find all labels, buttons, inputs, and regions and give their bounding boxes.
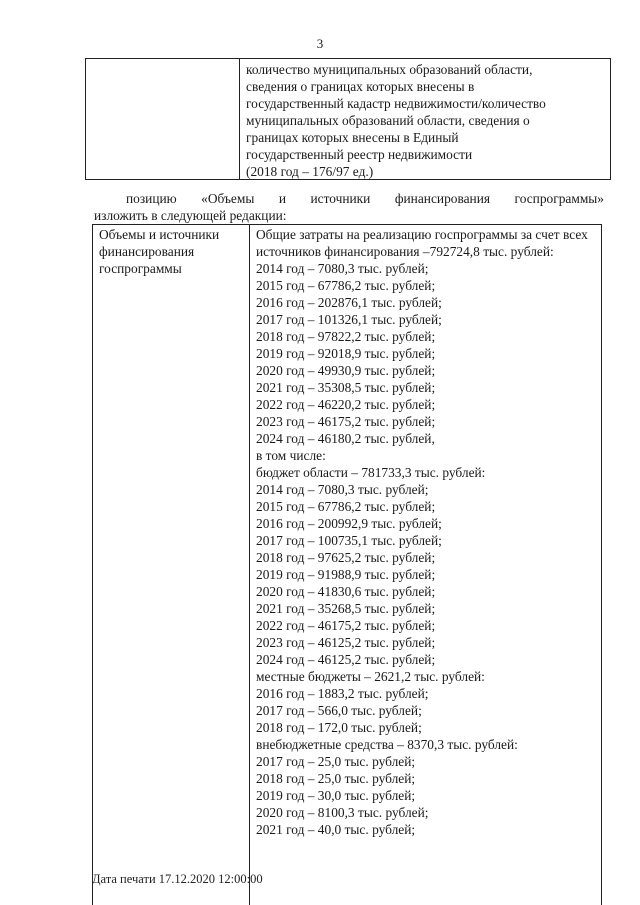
table-column-divider: [239, 59, 240, 179]
financing-value-line: внебюджетные средства – 8370,3 тыс. рублей:: [256, 737, 518, 752]
top-cell-text: [246, 61, 606, 180]
top-cell-line: государственный реестр недвижимости: [246, 147, 473, 162]
financing-label-cell: Объемы и источники финансирования госпрограммы: [99, 227, 220, 276]
financing-values-cell: [256, 226, 601, 838]
financing-value-line: 2019 год – 92018,9 тыс. рублей;: [256, 346, 436, 361]
financing-value-line: бюджет области – 781733,3 тыс. рублей:: [256, 465, 486, 480]
financing-value-line: 2017 год – 566,0 тыс. рублей;: [256, 703, 422, 718]
financing-value-line: местные бюджеты – 2621,2 тыс. рублей:: [256, 669, 485, 684]
financing-value-line: 2018 год – 172,0 тыс. рублей;: [256, 720, 422, 735]
intro-paragraph-line: позицию «Объемы и источники финансирования госпрограммы»: [126, 191, 604, 206]
top-cell-line: муниципальных образований области, сведения о: [246, 113, 530, 128]
top-table-fragment: [85, 58, 611, 180]
top-cell-line: сведения о границах которых внесены в: [246, 79, 475, 94]
top-cell-line: границах которых внесены в Единый: [246, 130, 459, 145]
financing-value-line: 2018 год – 25,0 тыс. рублей;: [256, 771, 416, 786]
financing-value-line: в том числе:: [256, 448, 326, 463]
financing-value-line: 2016 год – 1883,2 тыс. рублей;: [256, 686, 429, 701]
financing-value-line: 2022 год – 46175,2 тыс. рублей;: [256, 618, 436, 633]
financing-value-line: Общие затраты на реализацию госпрограммы за счет всех: [256, 227, 588, 242]
financing-value-line: 2014 год – 7080,3 тыс. рублей;: [256, 482, 429, 497]
financing-value-line: 2016 год – 202876,1 тыс. рублей;: [256, 295, 442, 310]
financing-value-line: 2015 год – 67786,2 тыс. рублей;: [256, 499, 436, 514]
financing-value-line: 2016 год – 200992,9 тыс. рублей;: [256, 516, 442, 531]
financing-value-line: 2019 год – 91988,9 тыс. рублей;: [256, 567, 436, 582]
print-date: Дата печати 17.12.2020 12:00:00: [92, 872, 263, 886]
table-column-divider: [249, 225, 250, 905]
financing-value-line: 2017 год – 100735,1 тыс. рублей;: [256, 533, 442, 548]
financing-value-line: 2020 год – 8100,3 тыс. рублей;: [256, 805, 429, 820]
financing-value-line: 2020 год – 41830,6 тыс. рублей;: [256, 584, 436, 599]
page-number: 3: [316, 36, 324, 51]
financing-value-line: 2019 год – 30,0 тыс. рублей;: [256, 788, 416, 803]
financing-value-line: 2018 год – 97625,2 тыс. рублей;: [256, 550, 436, 565]
financing-value-line: 2024 год – 46180,2 тыс. рублей,: [256, 431, 435, 446]
financing-value-line: источников финансирования –792724,8 тыс. рублей:: [256, 244, 554, 259]
financing-value-line: 2021 год – 35308,5 тыс. рублей;: [256, 380, 436, 395]
financing-value-line: 2018 год – 97822,2 тыс. рублей;: [256, 329, 436, 344]
financing-value-line: 2021 год – 35268,5 тыс. рублей;: [256, 601, 436, 616]
top-cell-line: государственный кадастр недвижимости/количество: [246, 96, 546, 111]
financing-value-line: 2022 год – 46220,2 тыс. рублей;: [256, 397, 436, 412]
financing-table: [92, 224, 602, 905]
intro-paragraph-line: изложить в следующей редакции:: [94, 208, 287, 223]
financing-value-line: 2017 год – 101326,1 тыс. рублей;: [256, 312, 442, 327]
top-cell-line: (2018 год – 176/97 ед.): [246, 164, 374, 179]
financing-value-line: 2014 год – 7080,3 тыс. рублей;: [256, 261, 429, 276]
financing-value-line: 2021 год – 40,0 тыс. рублей;: [256, 822, 416, 837]
financing-value-line: 2023 год – 46175,2 тыс. рублей;: [256, 414, 436, 429]
financing-value-line: 2017 год – 25,0 тыс. рублей;: [256, 754, 416, 769]
financing-value-line: 2023 год – 46125,2 тыс. рублей;: [256, 635, 436, 650]
financing-value-line: 2015 год – 67786,2 тыс. рублей;: [256, 278, 436, 293]
top-cell-line: количество муниципальных образований области,: [246, 62, 533, 77]
financing-value-line: 2024 год – 46125,2 тыс. рублей;: [256, 652, 436, 667]
financing-value-line: 2020 год – 49930,9 тыс. рублей;: [256, 363, 436, 378]
